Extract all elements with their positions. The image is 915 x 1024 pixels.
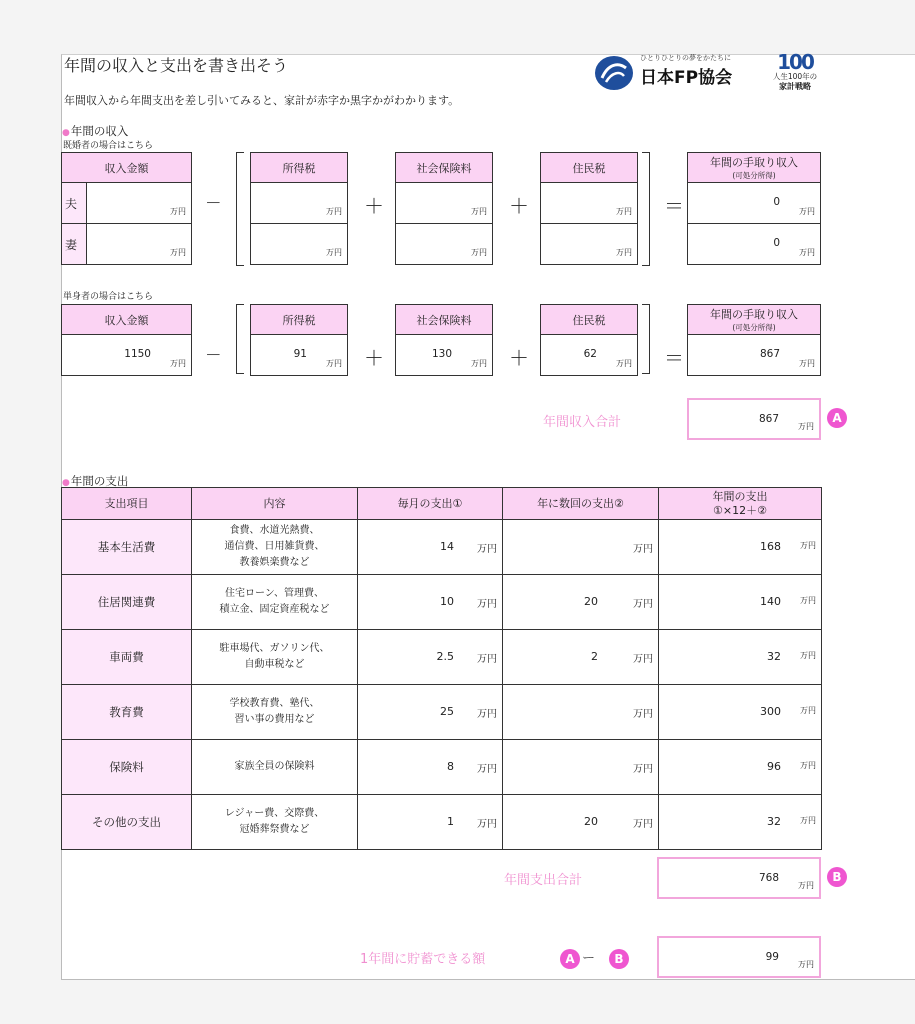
annual-cell[interactable]: 32 万円 [659,630,822,685]
married-income-tax-field-2[interactable]: 万円 [250,223,348,265]
page-subtitle: 年間収入から年間支出を差し引いてみると、家計が赤字か黒字かがわかります。 [64,94,460,107]
occasional-cell[interactable]: 万円 [503,740,659,795]
row-category: 車両費 [62,630,192,685]
row-category: 住居関連費 [62,575,192,630]
jafp-emblem-icon [594,54,634,92]
income-total-field[interactable]: 867 万円 [687,398,821,440]
occasional-cell[interactable]: 20 万円 [503,795,659,850]
occasional-cell[interactable]: 万円 [503,685,659,740]
married-income-tax-header: 所得税 [250,152,348,183]
single-resident-tax-header: 住民税 [540,304,638,335]
savings-label: 1年間に貯蓄できる額 [360,952,486,967]
equals-operator: ＝ [664,194,684,218]
row-content: 学校教育費、塾代、 習い事の費用など [192,685,358,740]
single-social-field[interactable]: 130 万円 [395,334,493,376]
col-header-annual: 年間の支出 ①×12＋② [659,488,822,520]
100-year-badge [768,52,822,96]
row-content: 住宅ローン、管理費、 積立金、固定資産税など [192,575,358,630]
annual-cell[interactable]: 32 万円 [659,795,822,850]
logo-tagline: ひとりひとりの夢をかたちに [640,54,731,62]
annual-cell[interactable]: 168 万円 [659,520,822,575]
minus-operator: − [205,190,222,214]
expense-total-field[interactable]: 768 万円 [657,857,821,899]
expense-table [61,487,822,850]
annual-cell[interactable]: 140 万円 [659,575,822,630]
badge-b: B [827,867,847,887]
minus-operator: − [205,342,222,366]
wife-label-cell: 妻 [61,223,87,265]
wife-net-field[interactable]: 0 万円 [687,223,821,265]
monthly-cell[interactable]: 14 万円 [358,520,503,575]
single-note: 単身者の場合はこちら [63,292,154,302]
married-resident-tax-field-2[interactable]: 万円 [540,223,638,265]
row-category: 教育費 [62,685,192,740]
single-income-header: 収入金額 [61,304,192,335]
income-section-title: ●年間の収入 [62,124,129,138]
income-total-label: 年間収入合計 [543,415,622,430]
annual-cell[interactable]: 96 万円 [659,740,822,795]
row-content: 駐車場代、ガソリン代、 自動車税など [192,630,358,685]
plus-operator: ＋ [364,194,384,218]
monthly-cell[interactable]: 2.5 万円 [358,630,503,685]
single-income-tax-header: 所得税 [250,304,348,335]
row-content: レジャー費、交際費、 冠婚葬祭費など [192,795,358,850]
single-income-tax-field[interactable]: 91 万円 [250,334,348,376]
col-header-occasional: 年に数回の支出② [503,488,659,520]
plus-operator: ＋ [509,194,529,218]
equals-operator: ＝ [664,346,684,370]
monthly-cell[interactable]: 8 万円 [358,740,503,795]
jafp-logo [594,52,764,92]
monthly-cell[interactable]: 1 万円 [358,795,503,850]
plus-operator: ＋ [364,346,384,370]
expense-section-title: ●年間の支出 [62,474,129,488]
page-title: 年間の収入と支出を書き出そう [64,56,289,75]
table-row [62,795,822,850]
expense-total-label: 年間支出合計 [504,873,583,888]
table-row [62,520,822,575]
savings-badge-b: B [609,949,629,969]
married-social-field-2[interactable]: 万円 [395,223,493,265]
monthly-cell[interactable]: 25 万円 [358,685,503,740]
single-income-field[interactable]: 1150 万円 [61,334,192,376]
married-social-field-1[interactable]: 万円 [395,182,493,224]
single-resident-tax-field[interactable]: 62 万円 [540,334,638,376]
row-content: 食費、水道光熱費、 通信費、日用雑貨費、 教養娯楽費など [192,520,358,575]
married-income-tax-field-1[interactable]: 万円 [250,182,348,224]
right-bracket [642,304,650,374]
left-bracket [236,304,244,374]
married-income-header: 収入金額 [61,152,192,183]
savings-field[interactable]: 99 万円 [657,936,821,978]
logo-name: 日本FP協会 [640,68,733,88]
husband-net-field[interactable]: 0 万円 [687,182,821,224]
savings-minus: ー [582,951,596,966]
badge-a: A [827,408,847,428]
single-social-header: 社会保険料 [395,304,493,335]
left-bracket [236,152,244,266]
occasional-cell[interactable]: 2 万円 [503,630,659,685]
single-net-header: 年間の手取り収入 (可処分所得) [687,304,821,335]
single-net-field[interactable]: 867 万円 [687,334,821,376]
badge-line1: 人生100年の [772,72,818,81]
table-row [62,575,822,630]
occasional-cell[interactable]: 万円 [503,520,659,575]
badge-line2: 家計戦略 [779,82,811,91]
badge-number: 100 [777,50,813,74]
row-category: 保険料 [62,740,192,795]
table-row [62,685,822,740]
married-social-header: 社会保険料 [395,152,493,183]
married-note: 既婚者の場合はこちら [63,141,154,151]
col-header-category: 支出項目 [62,488,192,520]
table-row [62,630,822,685]
married-net-header: 年間の手取り収入 (可処分所得) [687,152,821,183]
husband-income-field[interactable]: 万円 [86,182,192,224]
savings-badge-a: A [560,949,580,969]
col-header-content: 内容 [192,488,358,520]
married-resident-tax-field-1[interactable]: 万円 [540,182,638,224]
occasional-cell[interactable]: 20 万円 [503,575,659,630]
col-header-monthly: 毎月の支出① [358,488,503,520]
married-resident-tax-header: 住民税 [540,152,638,183]
row-category: その他の支出 [62,795,192,850]
annual-cell[interactable]: 300 万円 [659,685,822,740]
monthly-cell[interactable]: 10 万円 [358,575,503,630]
plus-operator: ＋ [509,346,529,370]
wife-income-field[interactable]: 万円 [86,223,192,265]
husband-label-cell: 夫 [61,182,87,224]
right-bracket [642,152,650,266]
table-row [62,740,822,795]
expense-table-header [62,488,822,520]
row-category: 基本生活費 [62,520,192,575]
row-content: 家族全員の保険料 [192,740,358,795]
